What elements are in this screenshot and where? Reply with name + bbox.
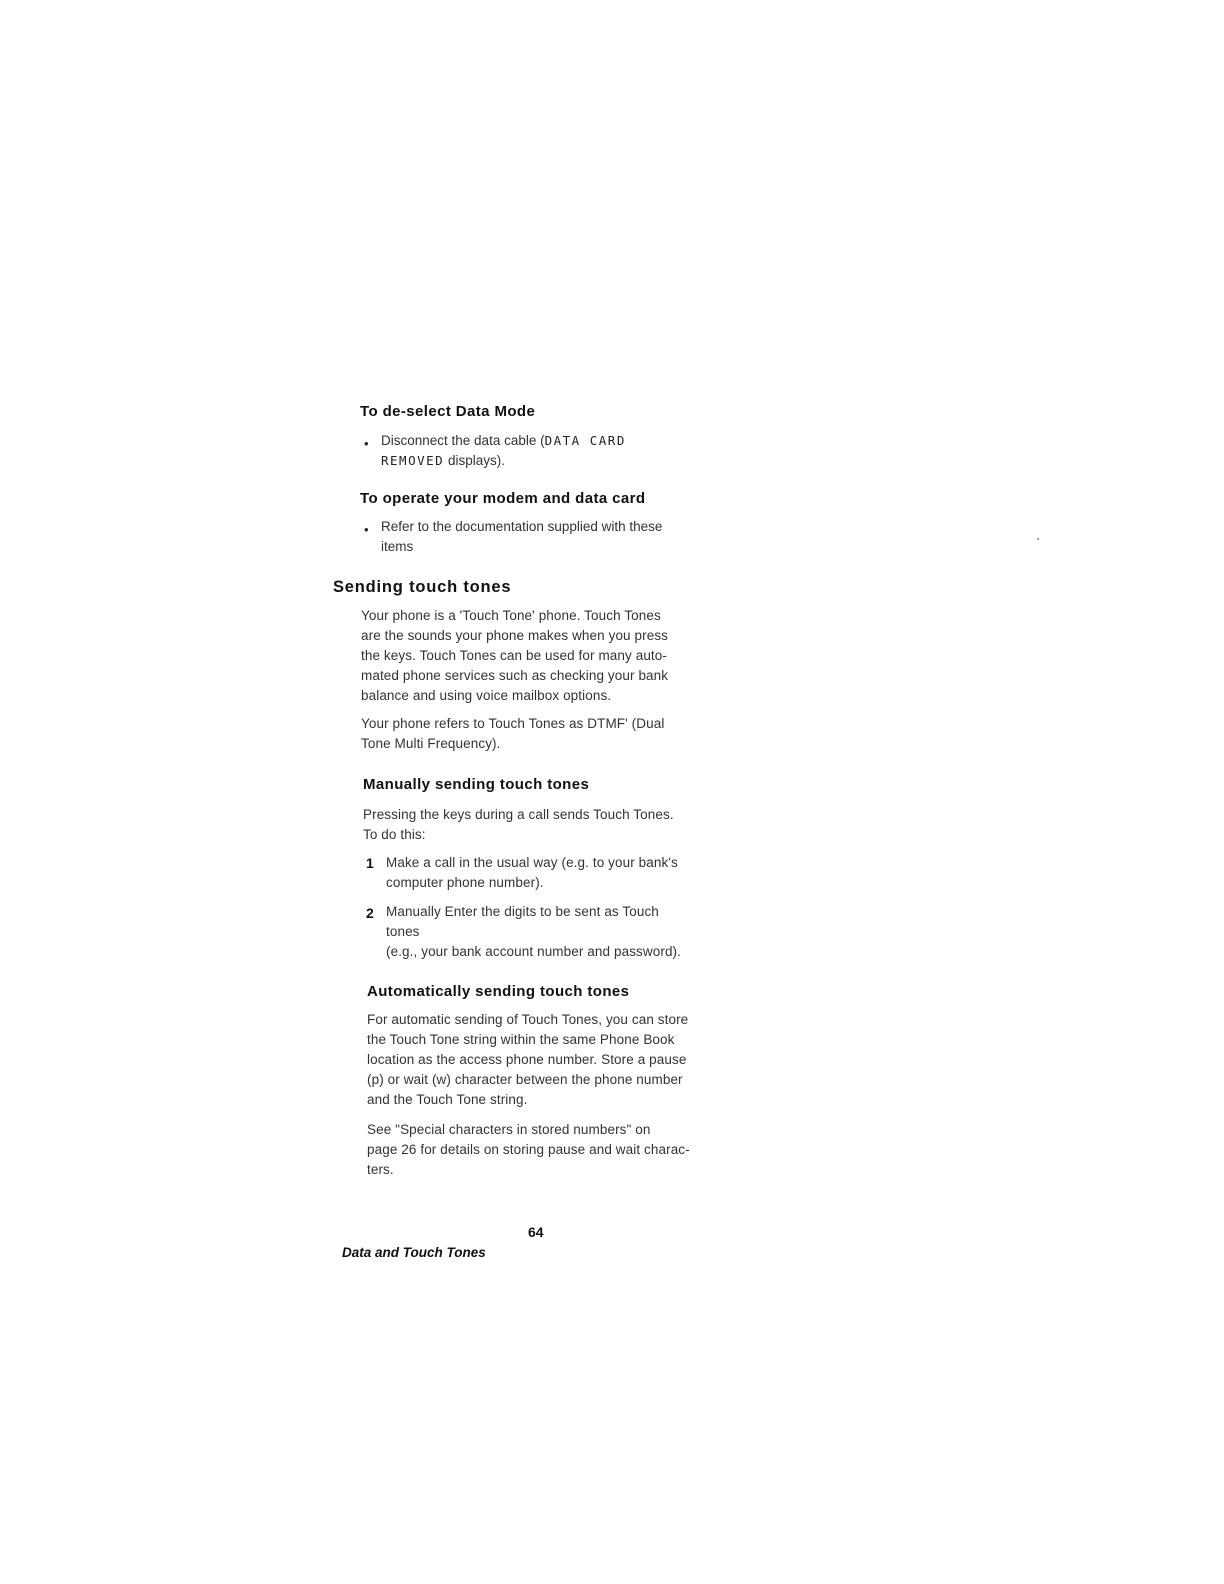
bullet-marker: • (364, 522, 369, 537)
text-line: tones (386, 924, 420, 939)
deselect-text-before: Disconnect the data cable ( (381, 433, 545, 448)
text-line: Your phone refers to Touch Tones as DTMF' (Dual (361, 716, 665, 731)
step-2-text (386, 902, 681, 962)
text-line: computer phone number). (386, 875, 544, 890)
manual-heading: Manually sending touch tones (363, 776, 590, 793)
auto-heading: Automatically sending touch tones (367, 983, 630, 1000)
text-line: ters. (367, 1162, 394, 1177)
page-number: 64 (528, 1224, 544, 1240)
text-line: Manually Enter the digits to be sent as Touch (386, 904, 659, 919)
bullet-marker: • (364, 436, 369, 451)
text-line: the Touch Tone string within the same Phone Book (367, 1032, 675, 1047)
operate-bullet (381, 517, 662, 557)
lcd-text-data-card: DATA CARD (544, 433, 626, 448)
text-line: To do this: (363, 827, 426, 842)
text-line: (e.g., your bank account number and password). (386, 944, 682, 959)
sending-heading: Sending touch tones (333, 578, 512, 596)
text-line: Tone Multi Frequency). (361, 736, 501, 751)
lcd-text-removed: REMOVED (381, 453, 445, 468)
text-line: location as the access phone number. Store a pause (367, 1052, 687, 1067)
text-line: Make a call in the usual way (e.g. to your bank's (386, 855, 678, 870)
deselect-heading: To de-select Data Mode (360, 403, 536, 420)
text-line: balance and using voice mailbox options. (361, 688, 612, 703)
auto-paragraph-2 (367, 1120, 690, 1180)
operate-heading: To operate your modem and data card (360, 490, 646, 507)
text-line: and the Touch Tone string. (367, 1092, 528, 1107)
deselect-bullet (381, 431, 626, 471)
manual-intro (363, 805, 674, 845)
sending-paragraph-2 (361, 714, 664, 754)
operate-bullet-line: items (381, 539, 414, 554)
text-line: Your phone is a 'Touch Tone' phone. Touch Tones (361, 608, 661, 623)
text-line: See "Special characters in stored numbers" on (367, 1122, 651, 1137)
text-line: Pressing the keys during a call sends Touch Tones. (363, 807, 674, 822)
step-number: 2 (366, 905, 374, 921)
scan-speck (1037, 538, 1039, 540)
text-line: For automatic sending of Touch Tones, you can store (367, 1012, 689, 1027)
footer-section-title: Data and Touch Tones (342, 1245, 486, 1260)
step-number: 1 (366, 855, 374, 871)
text-line: mated phone services such as checking your bank (361, 668, 669, 683)
operate-bullet-line: Refer to the documentation supplied with these (381, 519, 663, 534)
text-line: are the sounds your phone makes when you press (361, 628, 669, 643)
text-line: page 26 for details on storing pause and wait charac- (367, 1142, 690, 1157)
text-line: the keys. Touch Tones can be used for many auto- (361, 648, 667, 663)
sending-paragraph-1 (361, 606, 668, 706)
deselect-text-after: displays). (444, 453, 505, 468)
auto-paragraph-1 (367, 1010, 688, 1110)
text-line: (p) or wait (w) character between the phone number (367, 1072, 683, 1087)
step-1-text (386, 853, 678, 893)
